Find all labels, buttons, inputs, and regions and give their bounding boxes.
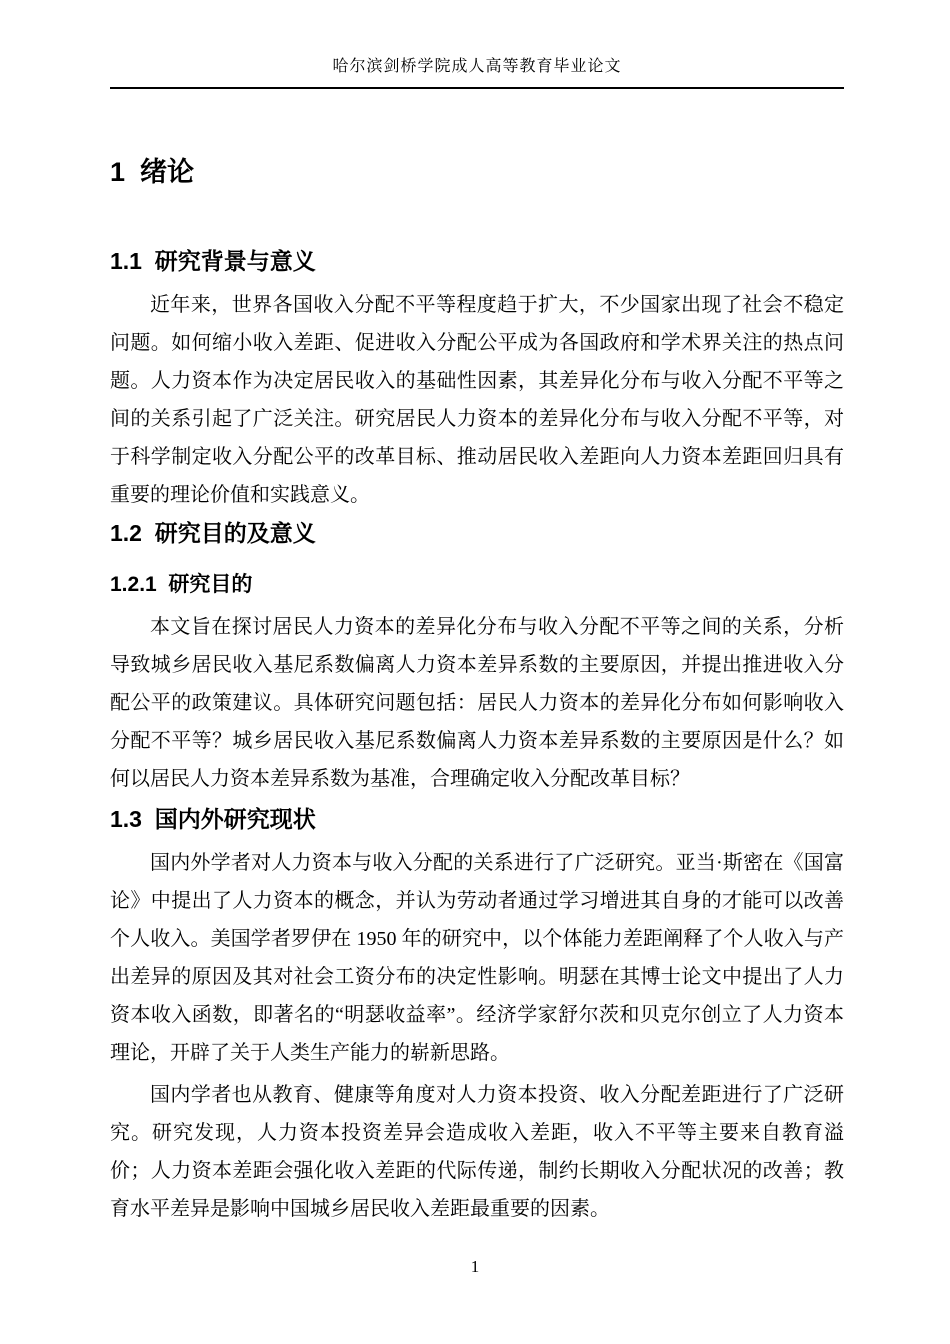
page-header xyxy=(110,0,844,89)
subsection-heading-1-2-1: 1.2.1 研究目的 xyxy=(110,573,253,596)
page-number: 1 xyxy=(470,1257,480,1276)
chapter-heading: 1 绪论 xyxy=(110,157,195,187)
section-heading-1-3: 1.3 国内外研究现状 xyxy=(110,806,316,832)
section-heading-1-1: 1.1 研究背景与意义 xyxy=(110,248,316,274)
document-content xyxy=(110,152,844,1228)
page-footer xyxy=(0,1256,950,1278)
paragraph-research-background: 近年来，世界各国收入分配不平等程度趋于扩大，不少国家出现了社会不稳定问题。如何缩小收入差距、促进收入分配公平成为各国政府和学术界关注的热点问题。人力资本作为决定居民收入的基础性因素，其差异化分布与收入分配不平等之间的关系引起了广泛关注。研究居民人力资本的差异化分布与收入分配不平等，对于科学制定收入分配公平的改革目标、推动居民收入差距向人力资本差距回归具有重要的理论价值和实践意义。 xyxy=(110,294,844,506)
paragraph-literature-domestic: 国内学者也从教育、健康等角度对人力资本投资、收入分配差距进行了广泛研究。研究发现，人力资本投资差异会造成收入差距，收入不平等主要来自教育溢价；人力资本差距会强化收入差距的代际传递，制约长期收入分配状况的改善；教育水平差异是影响中国城乡居民收入差距最重要的因素。 xyxy=(110,1084,844,1220)
running-title: 哈尔滨剑桥学院成人高等教育毕业论文 xyxy=(332,58,622,75)
section-heading-1-2: 1.2 研究目的及意义 xyxy=(110,520,316,546)
paragraph-research-purpose: 本文旨在探讨居民人力资本的差异化分布与收入分配不平等之间的关系，分析导致城乡居民收入基尼系数偏离人力资本差异系数的主要原因，并提出推进收入分配公平的政策建议。具体研究问题包括：居民人力资本的差异化分布如何影响收入分配不平等？城乡居民收入基尼系数偏离人力资本差异系数的主要原因是什么？如何以居民人力资本差异系数为基准，合理确定收入分配改革目标？ xyxy=(110,616,844,790)
header-rule xyxy=(110,87,844,89)
paragraph-literature-international: 国内外学者对人力资本与收入分配的关系进行了广泛研究。亚当·斯密在《国富论》中提出了人力资本的概念，并认为劳动者通过学习增进其自身的才能可以改善个人收入。美国学者罗伊在 1950 年的研究中，以个体能力差距阐释了个人收入与产出差异的原因及其对社会工资分布的决定性影响。明瑟在其博士论文中提出了人力资本收入函数，即著名的“明瑟收益率”。经济学家舒尔茨和贝克尔创立了人力资本理论，开辟了关于人类生产能力的崭新思路。 xyxy=(110,852,844,1064)
